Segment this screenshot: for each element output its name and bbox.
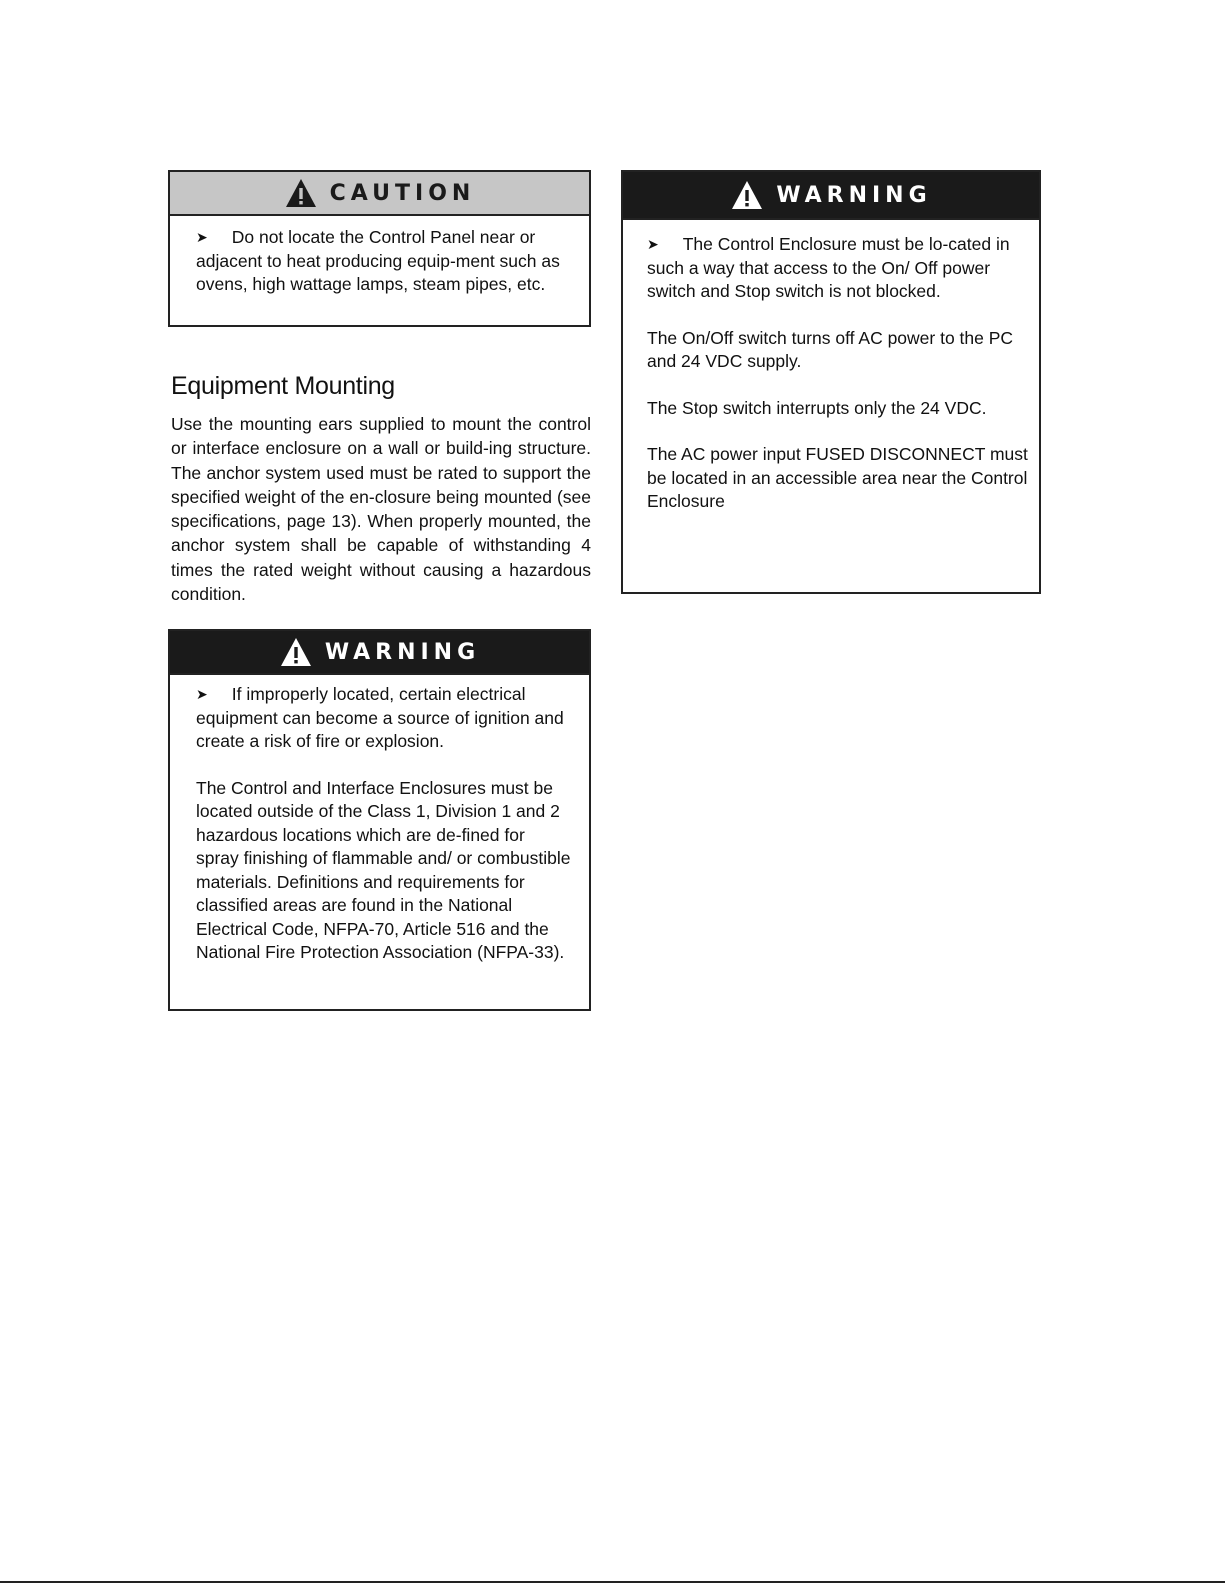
warning-left-paragraph: If improperly located, certain electrical equipment can become a source of ignition and create a risk of fire or explosion. [196, 684, 564, 751]
warning-right-paragraph: The Control Enclosure must be lo-cated in such a way that access to the On/ Off power switch and Stop switch is not blocked. [647, 234, 1010, 301]
page-bottom-rule [0, 1581, 1225, 1583]
bullet-arrow-icon: ➤ [196, 686, 208, 702]
warning-right-paragraph: The AC power input FUSED DISCONNECT must be located in an accessible area near the Control Enclosure [647, 444, 1028, 511]
bullet-arrow-icon: ➤ [647, 236, 659, 252]
warning-triangle-icon [730, 179, 764, 211]
section-heading: Equipment Mounting [171, 372, 395, 400]
caution-text: Do not locate the Control Panel near or adjacent to heat producing equip-ment such as ovens, high wattage lamps, steam pipes, etc. [196, 227, 560, 294]
warning-box-left [168, 629, 591, 1011]
caution-title: CAUTION [329, 180, 476, 206]
warning-box-right [621, 170, 1041, 594]
bullet-arrow-icon: ➤ [196, 229, 208, 245]
warning-right-paragraph: The Stop switch interrupts only the 24 VDC. [647, 397, 987, 418]
warning-right-body [623, 220, 1039, 514]
section-body: Use the mounting ears supplied to mount the control or interface enclosure on a wall or build-ing structure. The anchor system used must be rated to support the specified weight of the en-closure being mounted (see specifications, page 13). When properly mounted, the anchor system shall be capable of withstanding 4 times the rated weight without causing a hazardous condition. [171, 414, 591, 605]
warning-left-body [170, 675, 589, 965]
warning-triangle-icon [279, 636, 313, 668]
caution-box [168, 170, 591, 327]
warning-right-title: WARNING [776, 182, 932, 208]
caution-header [170, 172, 589, 216]
warning-triangle-icon [284, 177, 318, 209]
warning-left-title: WARNING [324, 639, 481, 665]
warning-left-header [170, 631, 589, 675]
warning-right-paragraph: The On/Off switch turns off AC power to the PC and 24 VDC supply. [647, 327, 1014, 371]
caution-body [170, 216, 589, 297]
warning-left-paragraph: The Control and Interface Enclosures must be located outside of the Class 1, Division 1 and 2 hazardous locations which are de-fined for spray finishing of flammable and/ or combustible materials. Definitions and requirements for classified areas are found in the National Electrical Code, NFPA-70, Article 516 and the National Fire Protection Association (NFPA-33). [196, 777, 571, 962]
warning-right-header [623, 172, 1039, 220]
